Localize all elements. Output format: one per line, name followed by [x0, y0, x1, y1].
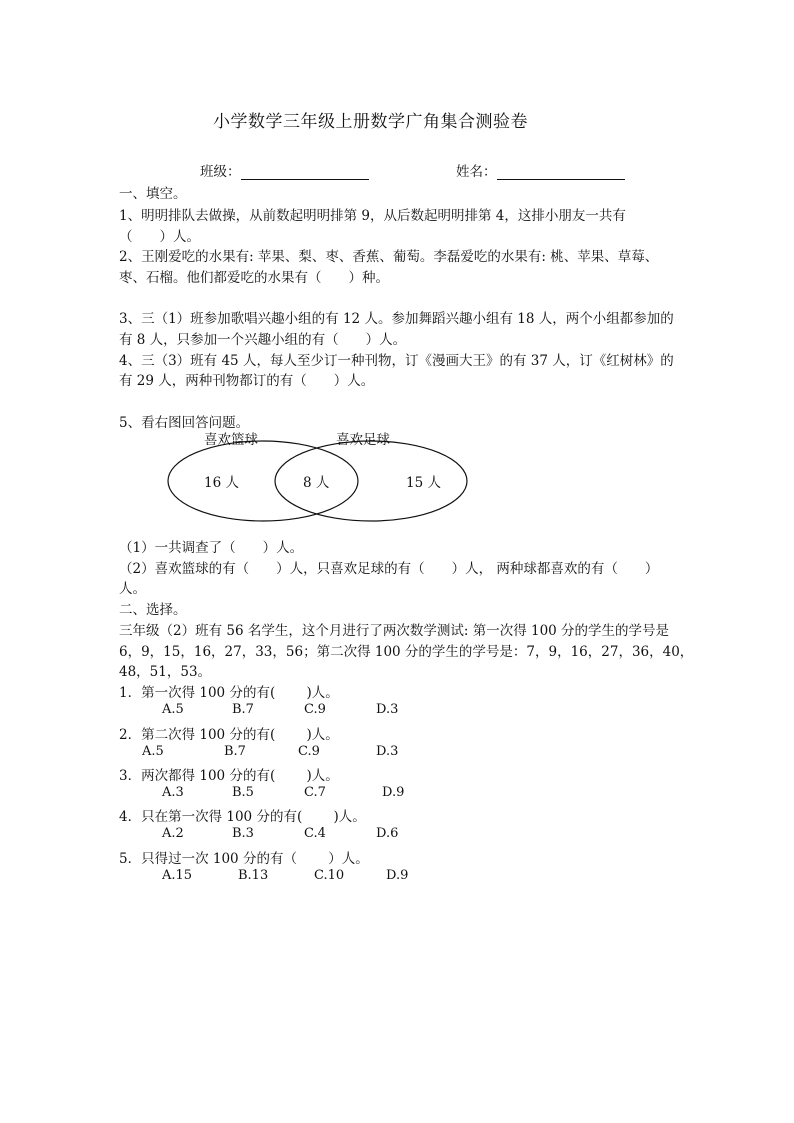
- choice-intro-line3: 48，51，53。: [119, 664, 212, 680]
- choice-intro-line2: 6，9，15，16，27，33，56；第二次得 100 分的学生的学号是：7，9，16，27，36，40，: [119, 644, 694, 660]
- q4-line1: 4、三（3）班有 45 人，每人至少订一种刊物，订《漫画大王》的有 37 人，订《红树林》的: [119, 353, 674, 369]
- name-label: 姓名：: [456, 164, 497, 180]
- choice-q2-option-d[interactable]: D.3: [376, 744, 399, 759]
- choice-q2-option-b[interactable]: B.7: [224, 744, 246, 759]
- choice-q5: 5．只得过一次 100 分的有（ ）人。: [119, 851, 369, 867]
- page-title: 小学数学三年级上册数学广角集合测验卷: [213, 112, 528, 132]
- choice-q2: 2．第二次得 100 分的有( )人。: [119, 727, 339, 743]
- choice-q3-option-b[interactable]: B.5: [232, 785, 254, 800]
- choice-intro-line1: 三年级（2）班有 56 名学生，这个月进行了两次数学测试: 第一次得 100 分的学生的学号是: [119, 623, 670, 639]
- q4-line2: 有 29 人，两种刊物都订的有（ ）人。: [119, 373, 375, 389]
- choice-q4-option-d[interactable]: D.6: [376, 826, 399, 841]
- choice-q5-option-d[interactable]: D.9: [386, 868, 409, 883]
- q5-prompt: 5、看右图回答问题。: [119, 415, 250, 431]
- q5-sub2-line1: （2）喜欢篮球的有（ ）人，只喜欢足球的有（ ）人， 两种球都喜欢的有（ ）: [119, 561, 659, 577]
- choice-q4-option-c[interactable]: C.4: [304, 826, 326, 841]
- section-heading-choice: 二、选择。: [119, 602, 187, 618]
- class-field: [200, 160, 369, 180]
- q5-sub2-line2: 人。: [119, 581, 146, 597]
- choice-q1-option-a[interactable]: A.5: [162, 702, 184, 717]
- q2-line2: 枣、石榴。他们都爱吃的水果有（ ）种。: [119, 270, 389, 286]
- name-blank[interactable]: [497, 165, 625, 180]
- name-field: [456, 160, 625, 180]
- choice-q3-option-d[interactable]: D.9: [382, 785, 405, 800]
- choice-q5-option-c[interactable]: C.10: [314, 868, 345, 883]
- class-blank[interactable]: [241, 165, 369, 180]
- choice-q4: 4．只在第一次得 100 分的有( )人。: [119, 809, 366, 825]
- section-heading-fill-in: 一、填空。: [119, 186, 187, 202]
- choice-q5-option-b[interactable]: B.13: [238, 868, 269, 883]
- choice-q1-option-d[interactable]: D.3: [376, 702, 399, 717]
- choice-q3-option-a[interactable]: A.3: [162, 785, 184, 800]
- choice-q3: 3．两次都得 100 分的有( )人。: [119, 768, 339, 784]
- venn-right-title: 喜欢足球: [336, 432, 390, 448]
- q2-line1: 2、王刚爱吃的水果有: 苹果、梨、枣、香蕉、葡萄。李磊爱吃的水果有: 桃、苹果、草莓、: [119, 249, 659, 265]
- class-label: 班级：: [200, 164, 241, 180]
- choice-q4-option-b[interactable]: B.3: [232, 826, 254, 841]
- choice-q1: 1．第一次得 100 分的有( )人。: [119, 685, 339, 701]
- venn-right-only-count: 15 人: [406, 475, 441, 491]
- q1-line2: （ ）人。: [119, 229, 200, 245]
- venn-left-circle: [168, 441, 358, 521]
- venn-diagram: [160, 428, 480, 528]
- choice-q2-option-c[interactable]: C.9: [298, 744, 320, 759]
- q5-sub1: （1）一共调查了（ ）人。: [119, 540, 304, 556]
- choice-q3-option-c[interactable]: C.7: [304, 785, 326, 800]
- q1-line1: 1、明明排队去做操，从前数起明明排第 9，从后数起明明排第 4，这排小朋友一共有: [119, 208, 626, 224]
- venn-left-only-count: 16 人: [204, 475, 239, 491]
- q3-line1: 3、三（1）班参加歌唱兴趣小组的有 12 人。参加舞蹈兴趣小组有 18 人，两个小组都参加的: [119, 311, 674, 327]
- choice-q5-option-a[interactable]: A.15: [162, 868, 193, 883]
- choice-q2-option-a[interactable]: A.5: [142, 744, 164, 759]
- venn-both-count: 8 人: [303, 475, 330, 491]
- venn-left-title: 喜欢篮球: [204, 432, 258, 448]
- q3-line2: 有 8 人，只参加一个兴趣小组的有（ ）人。: [119, 332, 407, 348]
- choice-q4-option-a[interactable]: A.2: [162, 826, 184, 841]
- choice-q1-option-b[interactable]: B.7: [232, 702, 254, 717]
- choice-q1-option-c[interactable]: C.9: [304, 702, 326, 717]
